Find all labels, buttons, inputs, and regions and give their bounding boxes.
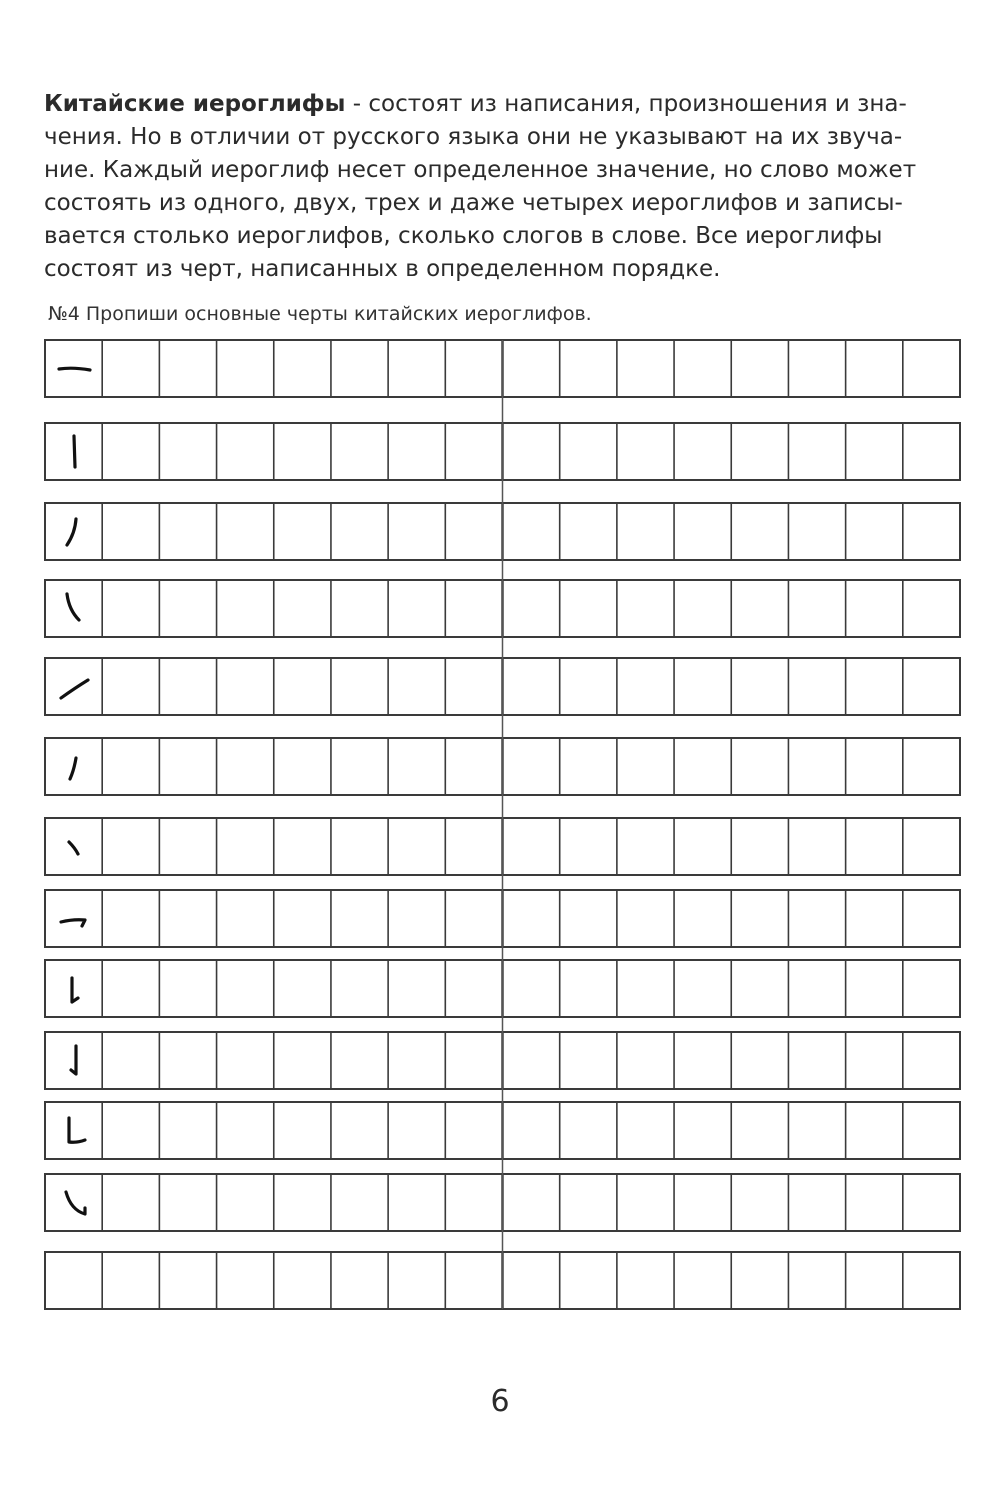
page-number: 6 xyxy=(490,1384,510,1419)
intro-line-3: ние. Каждый иероглиф несет определенное значение, но слово может xyxy=(44,157,917,183)
vertical-stroke-icon xyxy=(74,436,75,467)
task-label: №4 Пропиши основные черты китайских иероглифов. xyxy=(48,303,592,325)
intro-line-4: состоять из одного, двух, трех и даже четырех иероглифов и записы- xyxy=(44,190,903,216)
vertical-hook-stroke-icon xyxy=(71,1046,76,1074)
curved-hook-stroke-icon xyxy=(66,1192,85,1214)
intro-line-6: состоят из черт, написанных в определенном порядке. xyxy=(44,256,721,282)
rising-stroke-icon xyxy=(61,680,88,698)
intro-line-1-text: - состоят из написания, произношения и зна- xyxy=(345,91,907,117)
short-left-falling-stroke-icon xyxy=(70,758,76,779)
intro-term: Китайские иероглифы xyxy=(44,91,346,117)
dot-stroke-icon xyxy=(69,842,78,854)
intro-line-2: чения. Но в отличии от русского языка они не указывают на их звуча- xyxy=(44,124,903,150)
right-curving-stroke-icon xyxy=(67,594,79,620)
vertical-rising-stroke-icon xyxy=(72,978,78,1002)
horizontal-hook-stroke-icon xyxy=(61,920,85,926)
horizontal-stroke-icon xyxy=(59,368,90,370)
vertical-turn-stroke-icon xyxy=(69,1118,85,1142)
intro-line-5: вается столько иероглифов, сколько слогов в слове. Все иероглифы xyxy=(44,223,883,249)
left-falling-stroke-icon xyxy=(67,519,76,545)
